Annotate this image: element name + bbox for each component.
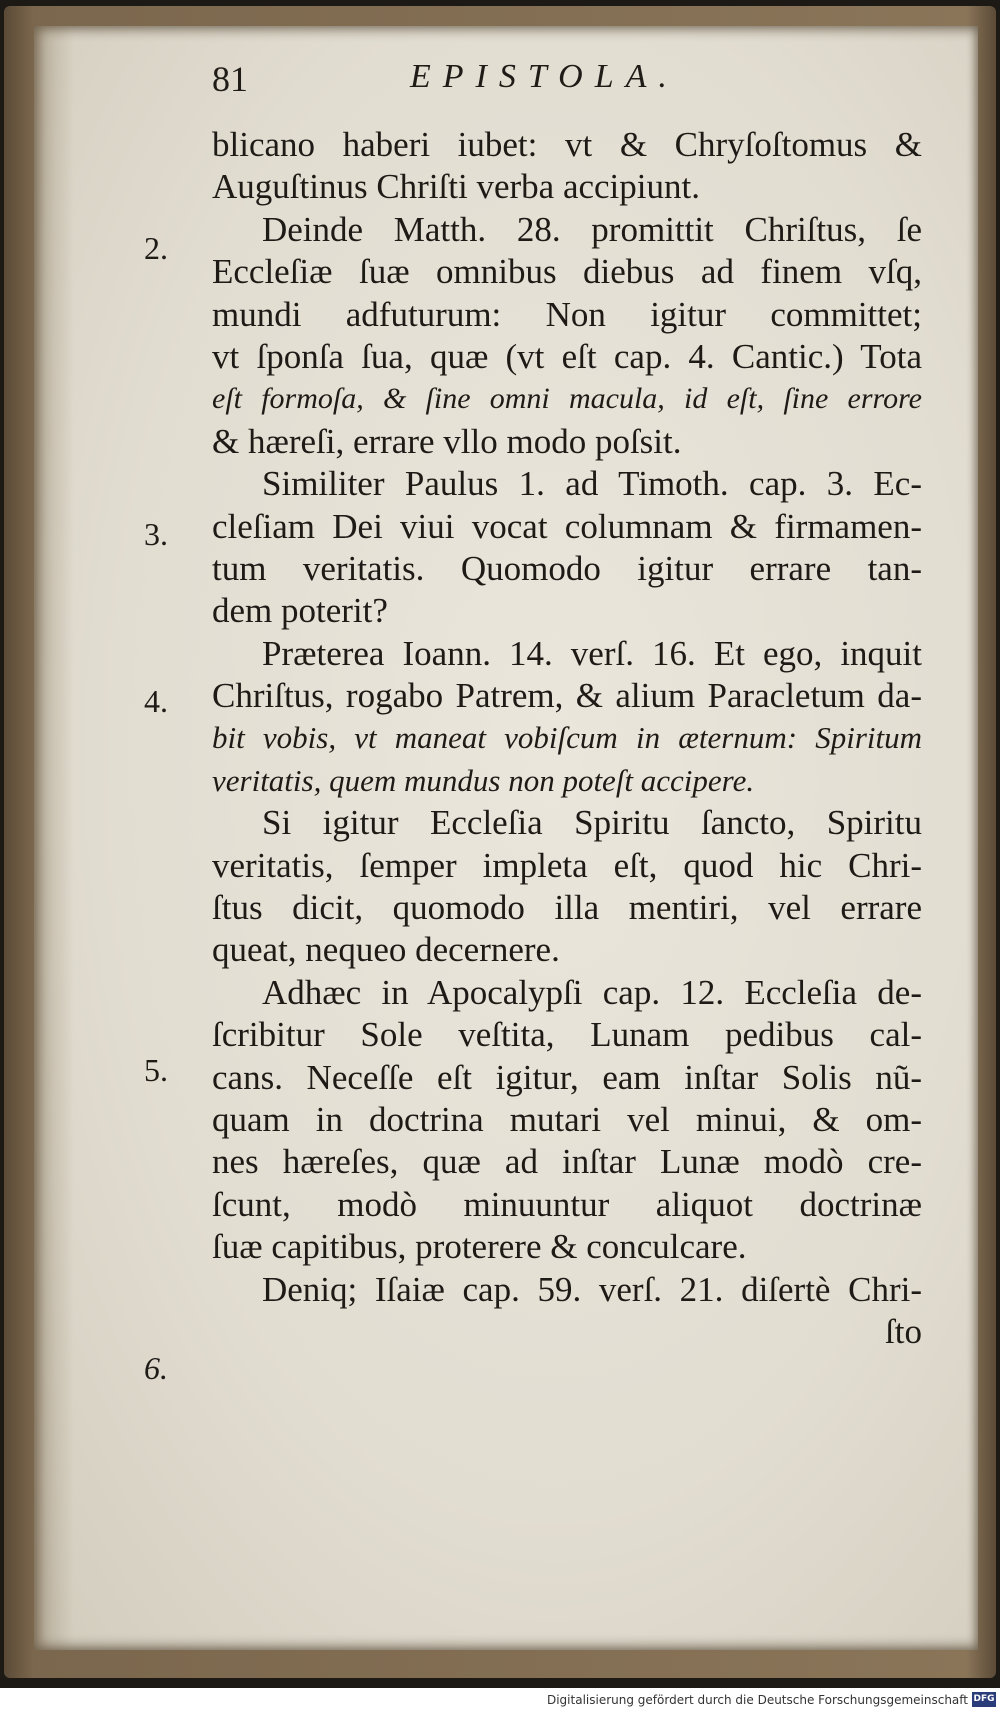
text-line: dem poterit?: [212, 591, 388, 631]
text-line: Auguſtinus Chriſti verba accipiunt.: [212, 167, 700, 207]
text-line: ſcunt, modò minuuntur aliquot doctrinæ: [212, 1184, 922, 1224]
margin-number-4: 4.: [144, 683, 168, 719]
footer-bar: [0, 1688, 1000, 1715]
text-line: Si igitur Eccleſia Spiritu ſancto, Spiritu: [262, 803, 922, 843]
catchword: ſto: [885, 1311, 922, 1351]
text-line: cans. Neceſſe eſt igitur, eam inſtar Solis nũ-: [212, 1057, 922, 1097]
page-header: [0, 58, 1000, 118]
page-gutter-shadow: [34, 26, 74, 1650]
text-line: Adhæc in Apocalypſi cap. 12. Eccleſia de-: [262, 972, 922, 1012]
text-line: eſt formoſa, & ſine omni macula, id eſt, ſine errore: [212, 382, 922, 416]
text-line: queat, nequeo decernere.: [212, 930, 560, 970]
dfg-logo: DFG: [972, 1692, 996, 1707]
text-line: ſuæ capitibus, proterere & conculcare.: [212, 1227, 747, 1267]
text-line: Eccleſiæ ſuæ omnibus diebus ad finem vſq,: [212, 252, 922, 292]
footer-credit: Digitalisierung gefördert durch die Deutsche Forschungsgemeinschaft: [546, 1693, 968, 1707]
text-line: blicano haberi iubet: vt & Chryſoſtomus &: [212, 125, 922, 164]
text-line: veritatis, ſemper impleta eſt, quod hic Chri-: [212, 845, 922, 885]
text-line: veritatis, quem mundus non poteſt accipere.: [212, 762, 755, 798]
margin-number-6: 6.: [144, 1350, 168, 1386]
text-line: cleſiam Dei viui vocat columnam & firmamen-: [212, 506, 922, 546]
text-line: mundi adfuturum: Non igitur committet;: [212, 294, 922, 334]
text-line: ſcribitur Sole veſtita, Lunam pedibus cal-: [212, 1015, 922, 1055]
page-number: 81: [212, 59, 248, 99]
text-line: vt ſponſa ſua, quæ (vt eſt cap. 4. Cantic.) Tota: [212, 336, 922, 376]
text-line: tum veritatis. Quomodo igitur errare tan-: [212, 548, 922, 588]
margin-number-3: 3.: [144, 516, 168, 552]
text-line: Deniq; Iſaiæ cap. 59. verſ. 21. diſertè Chri-: [262, 1269, 922, 1309]
running-head: EPISTOLA.: [410, 58, 679, 95]
text-line: Deinde Matth. 28. promittit Chriſtus, ſe: [262, 209, 922, 249]
margin-number-5: 5.: [144, 1052, 168, 1088]
text-line: nes hæreſes, quæ ad inſtar Lunæ modò cre-: [212, 1142, 922, 1182]
text-line: Chriſtus, rogabo Patrem, & alium Paracletum da-: [212, 676, 922, 716]
text-line: ſtus dicit, quomodo illa mentiri, vel errare: [212, 888, 922, 928]
text-line: Præterea Ioann. 14. verſ. 16. Et ego, inquit: [262, 633, 922, 673]
text-line: & hæreſi, errare vllo modo poſsit.: [212, 421, 682, 461]
body-text: [212, 124, 922, 1353]
text-line: Similiter Paulus 1. ad Timoth. cap. 3. Ec-: [262, 464, 922, 504]
text-line: bit vobis, vt maneat vobiſcum in æternum: Spiritum: [212, 720, 922, 756]
margin-number-2: 2.: [144, 230, 168, 266]
text-line: quam in doctrina mutari vel minui, & om-: [212, 1099, 922, 1139]
